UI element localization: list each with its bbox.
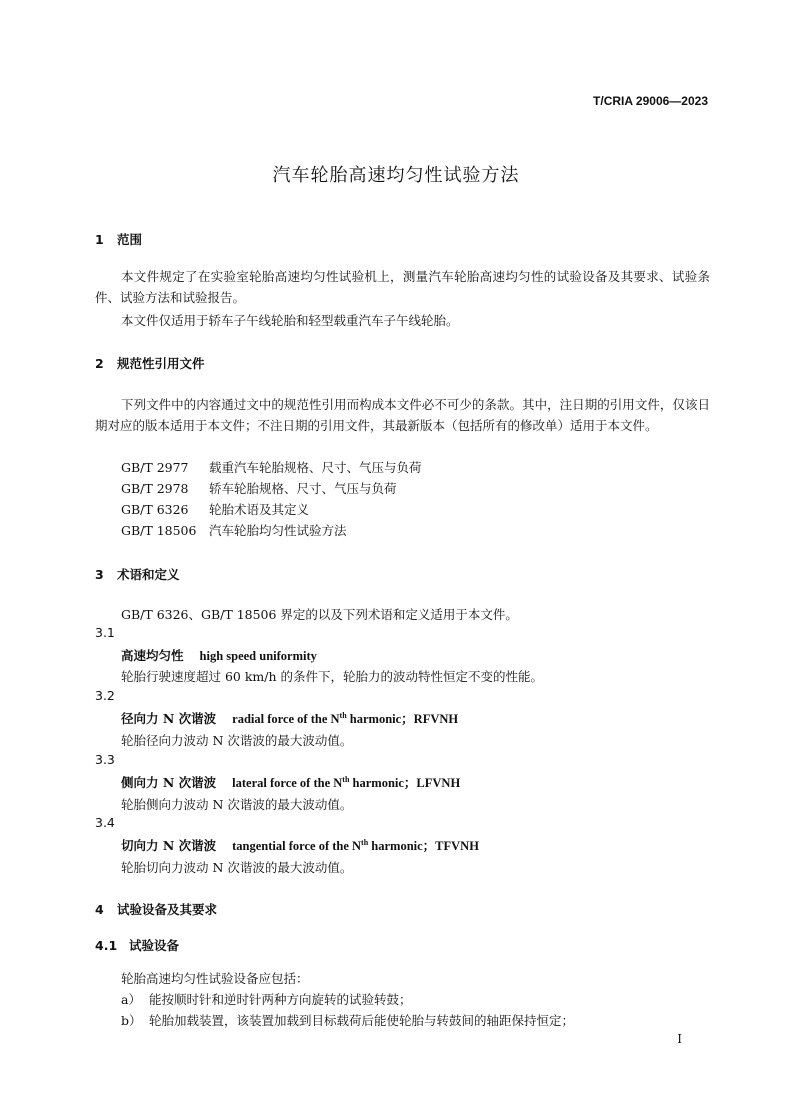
term-en-sup: th <box>342 774 350 784</box>
section-4-intro: 轮胎高速均匀性试验设备应包括： <box>121 971 309 986</box>
term-definition: 轮胎侧向力波动 N 次谐波的最大波动值。 <box>121 797 353 812</box>
section-1-heading <box>95 230 142 248</box>
document-code: T/CRIA 29006—2023 <box>593 94 708 108</box>
term-en <box>232 839 479 853</box>
term-heading <box>121 709 458 727</box>
term-number: 3.4 <box>95 815 115 830</box>
term-en-tail: harmonic；RFVNH <box>346 712 459 726</box>
section-number: 3 <box>95 567 104 582</box>
reference-title: 轿车轮胎规格、尺寸、气压与负荷 <box>209 481 397 496</box>
section-2-paragraph-1: 下列文件中的内容通过文中的规范性引用而构成本文件必不可少的条款。其中，注日期的引用文件，仅该日期对应的版本适用于本文件；不注日期的引用文件，其最新版本（包括所有的修改单）适用于本文件。 <box>95 397 710 433</box>
section-number: 1 <box>95 232 104 247</box>
section-title: 范围 <box>117 232 143 247</box>
section-2-heading <box>95 354 205 372</box>
term-en-tail: harmonic；TFVNH <box>368 839 479 853</box>
term-en <box>232 712 458 726</box>
section-3-heading <box>95 565 180 583</box>
reference-title: 汽车轮胎均匀性试验方法 <box>209 523 347 538</box>
term-zh: 侧向力 N 次谐波 <box>121 775 217 790</box>
reference-item <box>121 478 397 499</box>
section-3-intro: GB/T 6326、GB/T 18506 界定的以及下列术语和定义适用于本文件。 <box>121 607 518 622</box>
term-heading <box>121 836 479 854</box>
section-1-paragraph-2: 本文件仅适用于轿车子午线轮胎和轻型载重汽车子午线轮胎。 <box>121 313 459 328</box>
reference-code: GB/T 18506 <box>121 523 197 538</box>
section-number: 4 <box>95 902 104 917</box>
term-en-main: radial force of the N <box>232 712 340 726</box>
section-1-paragraph-1: 本文件规定了在实验室轮胎高速均匀性试验机上，测量汽车轮胎高速均匀性的试验设备及其要求、试验条件、试验方法和试验报告。 <box>95 269 710 305</box>
term-definition: 轮胎切向力波动 N 次谐波的最大波动值。 <box>121 860 353 875</box>
term-zh: 径向力 N 次谐波 <box>121 711 217 726</box>
subsection-number: 4.1 <box>95 938 118 953</box>
term-definition: 轮胎行驶速度超过 60 km/h 的条件下，轮胎力的波动特性恒定不变的性能。 <box>121 669 544 684</box>
list-marker: b） <box>121 1013 142 1028</box>
list-item <box>121 1010 574 1031</box>
list-text: 轮胎加载装置，该装置加载到目标载荷后能使轮胎与转鼓间的轴距保持恒定； <box>149 1013 575 1028</box>
term-en-main: lateral force of the N <box>232 776 343 790</box>
term-en-sup: th <box>361 837 369 847</box>
term-en: high speed uniformity <box>199 649 317 663</box>
subsection-title: 试验设备 <box>129 938 180 953</box>
term-zh: 切向力 N 次谐波 <box>121 838 217 853</box>
list-marker: a） <box>121 992 141 1007</box>
reference-code: GB/T 2977 <box>121 460 189 475</box>
term-number: 3.3 <box>95 752 115 767</box>
term-heading <box>121 773 460 791</box>
reference-code: GB/T 6326 <box>121 502 189 517</box>
reference-item <box>121 520 347 541</box>
page-number: I <box>677 1032 682 1046</box>
term-number: 3.1 <box>95 625 115 640</box>
subsection-4-1-heading <box>95 936 179 954</box>
reference-item <box>121 457 422 478</box>
term-en-main: tangential force of the N <box>232 839 362 853</box>
list-text: 能按顺时针和逆时针两种方向旋转的试验转鼓； <box>149 992 412 1007</box>
term-zh: 高速均匀性 <box>121 648 184 663</box>
reference-code: GB/T 2978 <box>121 481 189 496</box>
section-title: 术语和定义 <box>117 567 180 582</box>
section-title: 规范性引用文件 <box>117 356 205 371</box>
section-title: 试验设备及其要求 <box>117 902 218 917</box>
term-en-tail: harmonic；LFVNH <box>349 776 461 790</box>
document-title: 汽车轮胎高速均匀性试验方法 <box>272 165 520 186</box>
reference-title: 轮胎术语及其定义 <box>209 502 310 517</box>
section-number: 2 <box>95 356 104 371</box>
term-en <box>232 776 460 790</box>
term-en-sup: th <box>339 710 347 720</box>
term-heading <box>121 646 317 664</box>
term-definition: 轮胎径向力波动 N 次谐波的最大波动值。 <box>121 733 353 748</box>
term-number: 3.2 <box>95 688 115 703</box>
list-item <box>121 989 412 1010</box>
reference-item <box>121 499 309 520</box>
section-4-heading <box>95 900 217 918</box>
reference-title: 载重汽车轮胎规格、尺寸、气压与负荷 <box>209 460 422 475</box>
